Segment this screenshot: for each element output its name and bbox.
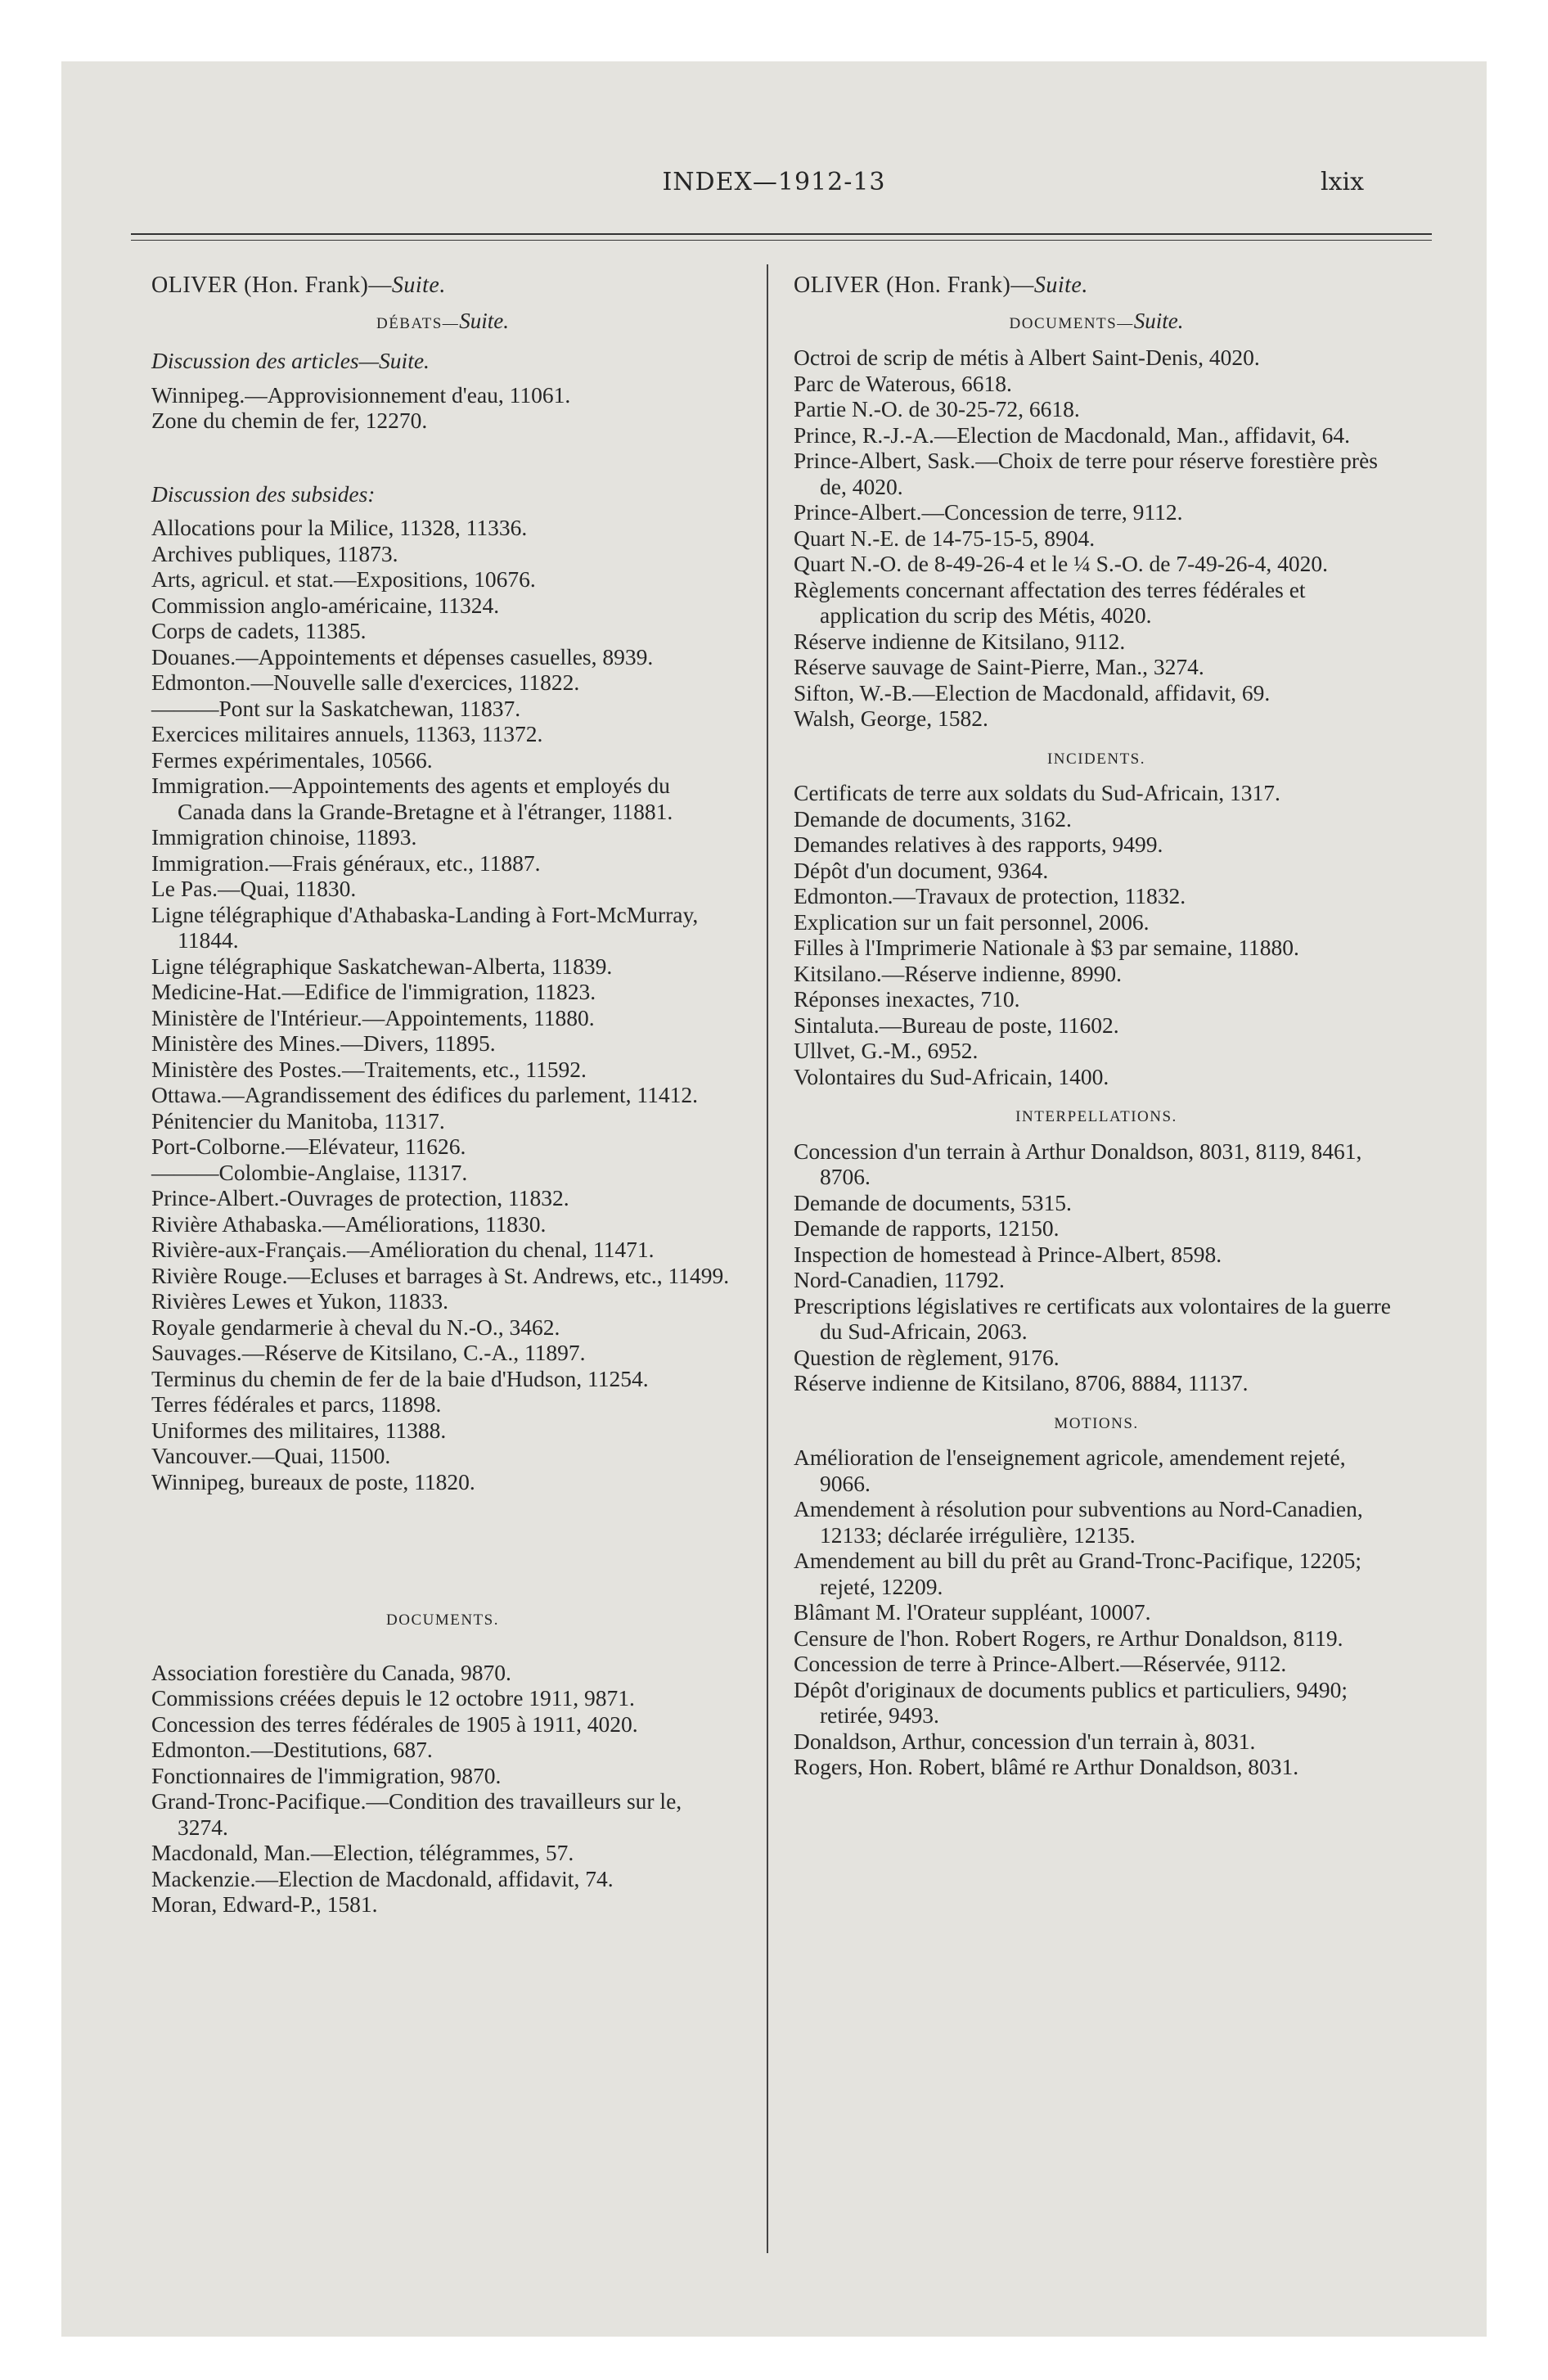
- interpellations-list: [794, 1138, 1399, 1396]
- index-entry: Pénitencier du Manitoba, 11317.: [151, 1107, 445, 1134]
- index-entry: Immigration.—Appointements des agents et employés du Canada dans la Grande-Bretagne et à l'étranger, 11881.: [151, 773, 673, 824]
- motions-subheading: MOTIONS.: [1054, 1414, 1139, 1432]
- documents-subheading: DOCUMENTS.: [386, 1611, 499, 1629]
- index-entry: Prince, R.-J.-A.—Election de Macdonald, Man., affidavit, 64.: [794, 421, 1350, 448]
- index-entry: Sintaluta.—Bureau de poste, 11602.: [794, 1012, 1119, 1038]
- index-entry: Walsh, George, 1582.: [794, 705, 988, 731]
- debats-label: DÉBATS—: [376, 314, 460, 332]
- page-number: lxix: [1320, 168, 1364, 196]
- discussion-articles-heading: Discussion des articles—Suite.: [151, 348, 430, 373]
- index-entry: Medicine-Hat.—Edifice de l'immigration, 11823.: [151, 979, 596, 1004]
- header-rule-bottom: [131, 240, 1432, 241]
- index-entry: Donaldson, Arthur, concession d'un terrain à, 8031.: [794, 1728, 1256, 1754]
- index-entry: Macdonald, Man.—Election, télégrammes, 57.: [151, 1840, 574, 1865]
- index-entry: Corps de cadets, 11385.: [151, 618, 367, 643]
- heading-suffix: Suite.: [1033, 273, 1088, 298]
- index-entry: Dépôt d'un document, 9364.: [794, 857, 1049, 883]
- index-entry: Le Pas.—Quai, 11830.: [151, 876, 357, 901]
- debats-subheading: [151, 309, 734, 337]
- index-entry: Terminus du chemin de fer de la baie d'Hudson, 11254.: [151, 1365, 649, 1391]
- index-entry: Concession de terre à Prince-Albert.—Réservée, 9112.: [794, 1651, 1287, 1676]
- index-entry: Ullvet, G.-M., 6952.: [794, 1038, 979, 1063]
- index-entry: Fonctionnaires de l'immigration, 9870.: [151, 1762, 502, 1788]
- index-entry: Winnipeg.—Approvisionnement d'eau, 11061.: [151, 381, 571, 408]
- incidents-list: [794, 780, 1399, 1089]
- index-entry: Filles à l'Imprimerie Nationale à $3 par semaine, 11880.: [794, 935, 1299, 960]
- index-entry: Demande de rapports, 12150.: [794, 1215, 1060, 1241]
- discussion-articles-list: [151, 382, 734, 434]
- index-entry: Uniformes des militaires, 11388.: [151, 1417, 447, 1443]
- index-entry: Blâmant M. l'Orateur suppléant, 10007.: [794, 1599, 1151, 1625]
- index-entry: Kitsilano.—Réserve indienne, 8990.: [794, 960, 1122, 986]
- index-entry: Allocations pour la Milice, 11328, 11336.: [151, 515, 528, 540]
- index-entry: Demande de documents, 3162.: [794, 805, 1072, 832]
- index-entry: Explication sur un fait personnel, 2006.: [794, 908, 1150, 935]
- index-entry: Demandes relatives à des rapports, 9499.: [794, 832, 1163, 857]
- index-entry: Partie N.-O. de 30-25-72, 6618.: [794, 396, 1080, 421]
- column-divider: [767, 264, 768, 2253]
- index-entry: Ministère des Postes.—Traitements, etc., 11592.: [151, 1056, 587, 1082]
- index-entry: Royale gendarmerie à cheval du N.-O., 3462.: [151, 1314, 560, 1340]
- index-entry: Exercices militaires annuels, 11363, 11372.: [151, 721, 543, 746]
- index-entry: Amélioration de l'enseignement agricole, amendement rejeté, 9066.: [794, 1445, 1346, 1496]
- index-entry: Prince-Albert.—Concession de terre, 9112.: [794, 499, 1183, 525]
- index-entry: Réserve sauvage de Saint-Pierre, Man., 3274.: [794, 654, 1204, 679]
- index-entry: Douanes.—Appointements et dépenses casuelles, 8939.: [151, 643, 654, 669]
- discussion-subsides-heading: Discussion des subsides:: [151, 480, 376, 507]
- index-entry: Prescriptions législatives re certificats aux volontaires de la guerre du Sud-Africain, 2063.: [794, 1292, 1392, 1344]
- index-entry: Prince-Albert, Sask.—Choix de terre pour réserve forestière près de, 4020.: [794, 448, 1378, 499]
- header-rule-top: [131, 233, 1432, 235]
- documents-suffix: Suite.: [1133, 308, 1184, 333]
- index-entry: Ministère des Mines.—Divers, 11895.: [151, 1030, 496, 1056]
- index-entry: Règlements concernant affectation des terres fédérales et application du scrip des Métis, 4020.: [794, 576, 1306, 628]
- index-entry: Commission anglo-américaine, 11324.: [151, 592, 500, 618]
- index-entry: Arts, agricul. et stat.—Expositions, 10676.: [151, 566, 536, 592]
- index-entry: Fermes expérimentales, 10566.: [151, 746, 433, 773]
- incidents-subheading: INCIDENTS.: [1046, 750, 1146, 768]
- index-entry: Winnipeg, bureaux de poste, 11820.: [151, 1468, 475, 1494]
- index-entry: Moran, Edward-P., 1581.: [151, 1891, 378, 1917]
- index-entry: Censure de l'hon. Robert Rogers, re Arthur Donaldson, 8119.: [794, 1625, 1343, 1651]
- index-entry: Concession des terres fédérales de 1905 à 1911, 4020.: [151, 1711, 638, 1737]
- index-entry: Immigration.—Frais généraux, etc., 11887.: [151, 850, 541, 876]
- index-entry: Inspection de homestead à Prince-Albert, 8598.: [794, 1241, 1222, 1267]
- index-entry: Rivière Rouge.—Ecluses et barrages à St. Andrews, etc., 11499.: [151, 1262, 730, 1288]
- index-entry: Sauvages.—Réserve de Kitsilano, C.-A., 11897.: [151, 1340, 586, 1365]
- index-entry: Quart N.-O. de 8-49-26-4 et le ¼ S.-O. de 7-49-26-4, 4020.: [794, 551, 1328, 576]
- index-entry: Amendement au bill du prêt au Grand-Tronc-Pacifique, 12205; rejeté, 12209.: [794, 1548, 1361, 1599]
- index-entry: Sifton, W.-B.—Election de Macdonald, affidavit, 69.: [794, 679, 1271, 705]
- index-entry: ———Colombie-Anglaise, 11317.: [151, 1159, 468, 1185]
- documents-suite-list: [794, 345, 1399, 732]
- index-entry: Ligne télégraphique Saskatchewan-Alberta, 11839.: [151, 953, 613, 979]
- index-entry: Port-Colborne.—Elévateur, 11626.: [151, 1134, 466, 1159]
- index-entry: Zone du chemin de fer, 12270.: [151, 408, 428, 433]
- heading-suffix: Suite.: [391, 273, 446, 298]
- right-column: [794, 273, 1399, 1780]
- documents-label: DOCUMENTS—: [1009, 314, 1134, 332]
- index-entry: Ligne télégraphique d'Athabaska-Landing à Fort-McMurray, 11844.: [151, 901, 699, 953]
- index-entry: Concession d'un terrain à Arthur Donaldson, 8031, 8119, 8461, 8706.: [794, 1138, 1362, 1189]
- index-entry: Vancouver.—Quai, 11500.: [151, 1443, 391, 1468]
- index-entry: Réserve indienne de Kitsilano, 9112.: [794, 628, 1126, 654]
- documents-list: [151, 1660, 734, 1918]
- index-entry: Amendement à résolution pour subventions au Nord-Canadien, 12133; déclarée irrégulière, 12135.: [794, 1496, 1363, 1548]
- index-entry: Volontaires du Sud-Africain, 1400.: [794, 1063, 1109, 1089]
- index-entry: Réponses inexactes, 710.: [794, 986, 1020, 1012]
- index-entry: Ministère de l'Intérieur.—Appointements, 11880.: [151, 1004, 595, 1030]
- index-entry: Parc de Waterous, 6618.: [794, 370, 1012, 396]
- index-entry: Mackenzie.—Election de Macdonald, affidavit, 74.: [151, 1865, 614, 1891]
- running-header-title: INDEX—1912-13: [662, 168, 886, 196]
- index-entry: Réserve indienne de Kitsilano, 8706, 8884, 11137.: [794, 1370, 1249, 1395]
- index-entry: Prince-Albert.-Ouvrages de protection, 11832.: [151, 1185, 569, 1210]
- index-entry: Archives publiques, 11873.: [151, 540, 398, 566]
- index-entry: Edmonton.—Travaux de protection, 11832.: [794, 883, 1186, 908]
- left-column: [151, 273, 734, 1918]
- index-entry: ———Pont sur la Saskatchewan, 11837.: [151, 695, 521, 721]
- index-entry: Rogers, Hon. Robert, blâmé re Arthur Donaldson, 8031.: [794, 1754, 1299, 1779]
- index-entry: Question de règlement, 9176.: [794, 1344, 1060, 1370]
- motions-list: [794, 1445, 1399, 1780]
- index-entry: Immigration chinoise, 11893.: [151, 824, 417, 850]
- index-entry: Edmonton.—Nouvelle salle d'exercices, 11822.: [151, 669, 580, 695]
- index-entry: Grand-Tronc-Pacifique.—Condition des travailleurs sur le, 3274.: [151, 1788, 682, 1840]
- index-entry: Dépôt d'originaux de documents publics et particuliers, 9490; retirée, 9493.: [794, 1676, 1348, 1728]
- documents-suite-subheading: [794, 309, 1399, 337]
- index-entry: Rivière-aux-Français.—Amélioration du chenal, 11471.: [151, 1237, 655, 1262]
- interpellations-subheading: INTERPELLATIONS.: [1015, 1108, 1177, 1125]
- scanned-page: [61, 61, 1487, 2337]
- index-entry: Demande de documents, 5315.: [794, 1189, 1072, 1215]
- index-entry: Ottawa.—Agrandissement des édifices du parlement, 11412.: [151, 1082, 698, 1107]
- index-entry: Commissions créées depuis le 12 octobre 1911, 9871.: [151, 1685, 635, 1711]
- discussion-subsides-list: [151, 515, 734, 1494]
- debats-suffix: Suite.: [459, 308, 510, 333]
- index-entry: Rivières Lewes et Yukon, 11833.: [151, 1288, 449, 1314]
- index-entry: Quart N.-E. de 14-75-15-5, 8904.: [794, 525, 1096, 551]
- index-entry: Nord-Canadien, 11792.: [794, 1267, 1005, 1292]
- index-entry: Terres fédérales et parcs, 11898.: [151, 1391, 442, 1417]
- index-entry: Association forestière du Canada, 9870.: [151, 1659, 511, 1685]
- index-entry: Rivière Athabaska.—Améliorations, 11830.: [151, 1210, 547, 1237]
- index-entry: Edmonton.—Destitutions, 687.: [151, 1737, 433, 1762]
- index-entry: Octroi de scrip de métis à Albert Saint-Denis, 4020.: [794, 345, 1260, 370]
- heading-name: OLIVER (Hon. Frank)—: [151, 273, 392, 298]
- heading-name: OLIVER (Hon. Frank)—: [794, 273, 1034, 298]
- right-column-heading: [794, 273, 1399, 299]
- index-entry: Certificats de terre aux soldats du Sud-Africain, 1317.: [794, 780, 1280, 805]
- left-column-heading: [151, 273, 734, 299]
